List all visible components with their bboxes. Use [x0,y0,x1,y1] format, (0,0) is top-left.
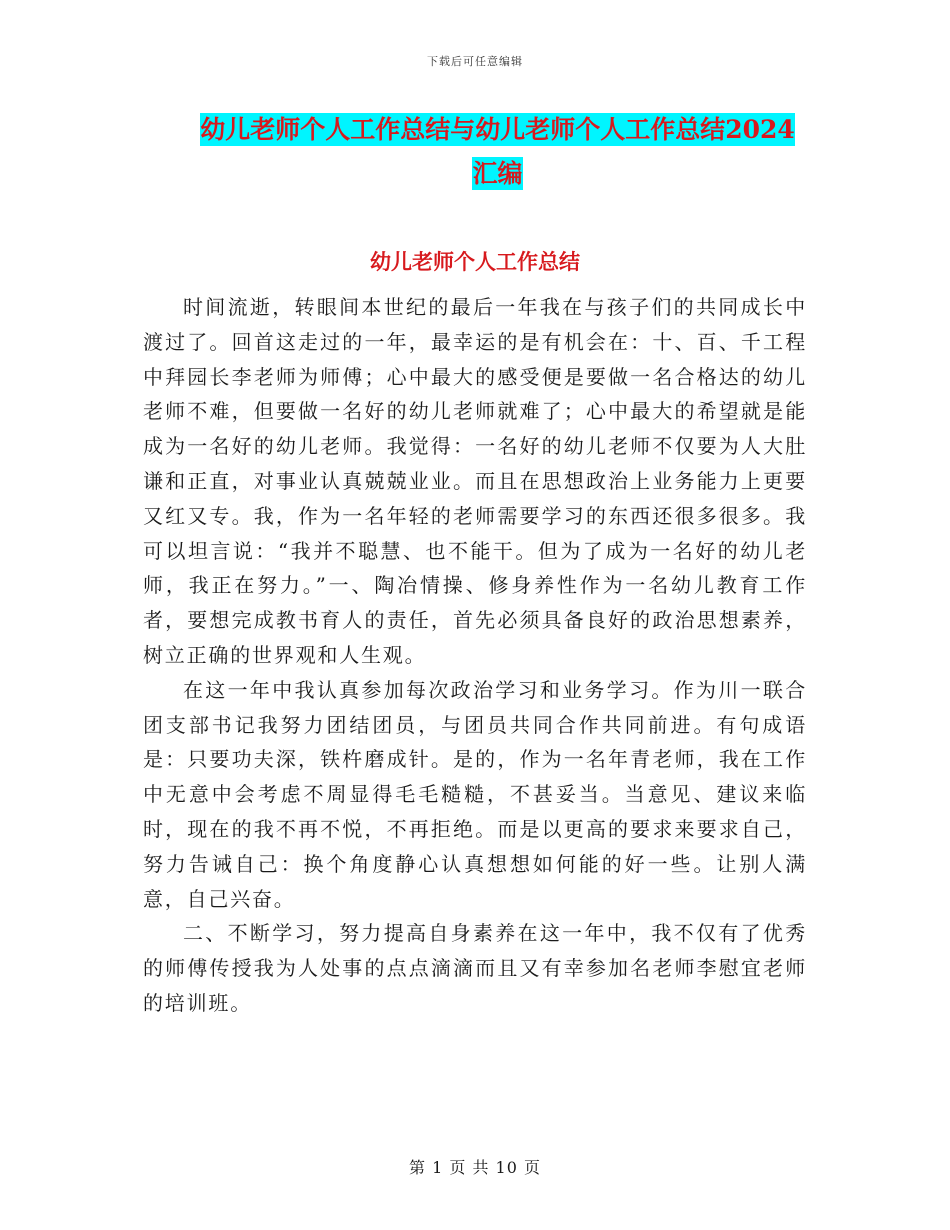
body-text [143,290,807,1021]
document-title [190,108,805,196]
page-header-note: 下载后可任意编辑 [427,55,523,68]
paragraph-3: 二、不断学习，努力提高自身素养在这一年中，我不仅有了优秀的师傅传授我为人处事的点点滴滴而且又有幸参加名老师李慰宜老师的培训班。 [143,921,807,1015]
section-title: 幼儿老师个人工作总结 [370,249,580,274]
paragraph-2: 在这一年中我认真参加每次政治学习和业务学习。作为川一联合团支部书记我努力团结团员，与团员共同合作共同前进。有句成语是：只要功夫深，铁杵磨成针。是的，作为一名年青老师，我在工作中无意中会考虑不周显得毛毛糙糙，不甚妥当。当意见、建议来临时，现在的我不再不悦，不再拒绝。而是以更高的要求来要求自己，努力告诫自己：换个角度静心认真想想如何能的好一些。让别人满意，自己兴奋。 [143,677,807,911]
document-title-text: 幼儿老师个人工作总结与幼儿老师个人工作总结2024汇编 [200,115,795,188]
paragraph-1: 时间流逝，转眼间本世纪的最后一年我在与孩子们的共同成长中渡过了。回首这走过的一年，最幸运的是有机会在：十、百、千工程中拜园长李老师为师傅；心中最大的感受便是要做一名合格达的幼儿老师不难，但要做一名好的幼儿老师就难了；心中最大的希望就是能成为一名好的幼儿老师。我觉得：一名好的幼儿老师不仅要为人大肚谦和正直，对事业认真兢兢业业。而且在思想政治上业务能力上更要又红又专。我，作为一名年轻的老师需要学习的东西还很多很多。我可以坦言说：“我并不聪慧、也不能干。但为了成为一名好的幼儿老师，我正在努力。”一、陶冶情操、修身养性作为一名幼儿教育工作者，要想完成教书育人的责任，首先必须具备良好的政治思想素养，树立正确的世界观和人生观。 [143,295,807,667]
page-number: 第 1 页 共 10 页 [409,1158,541,1177]
